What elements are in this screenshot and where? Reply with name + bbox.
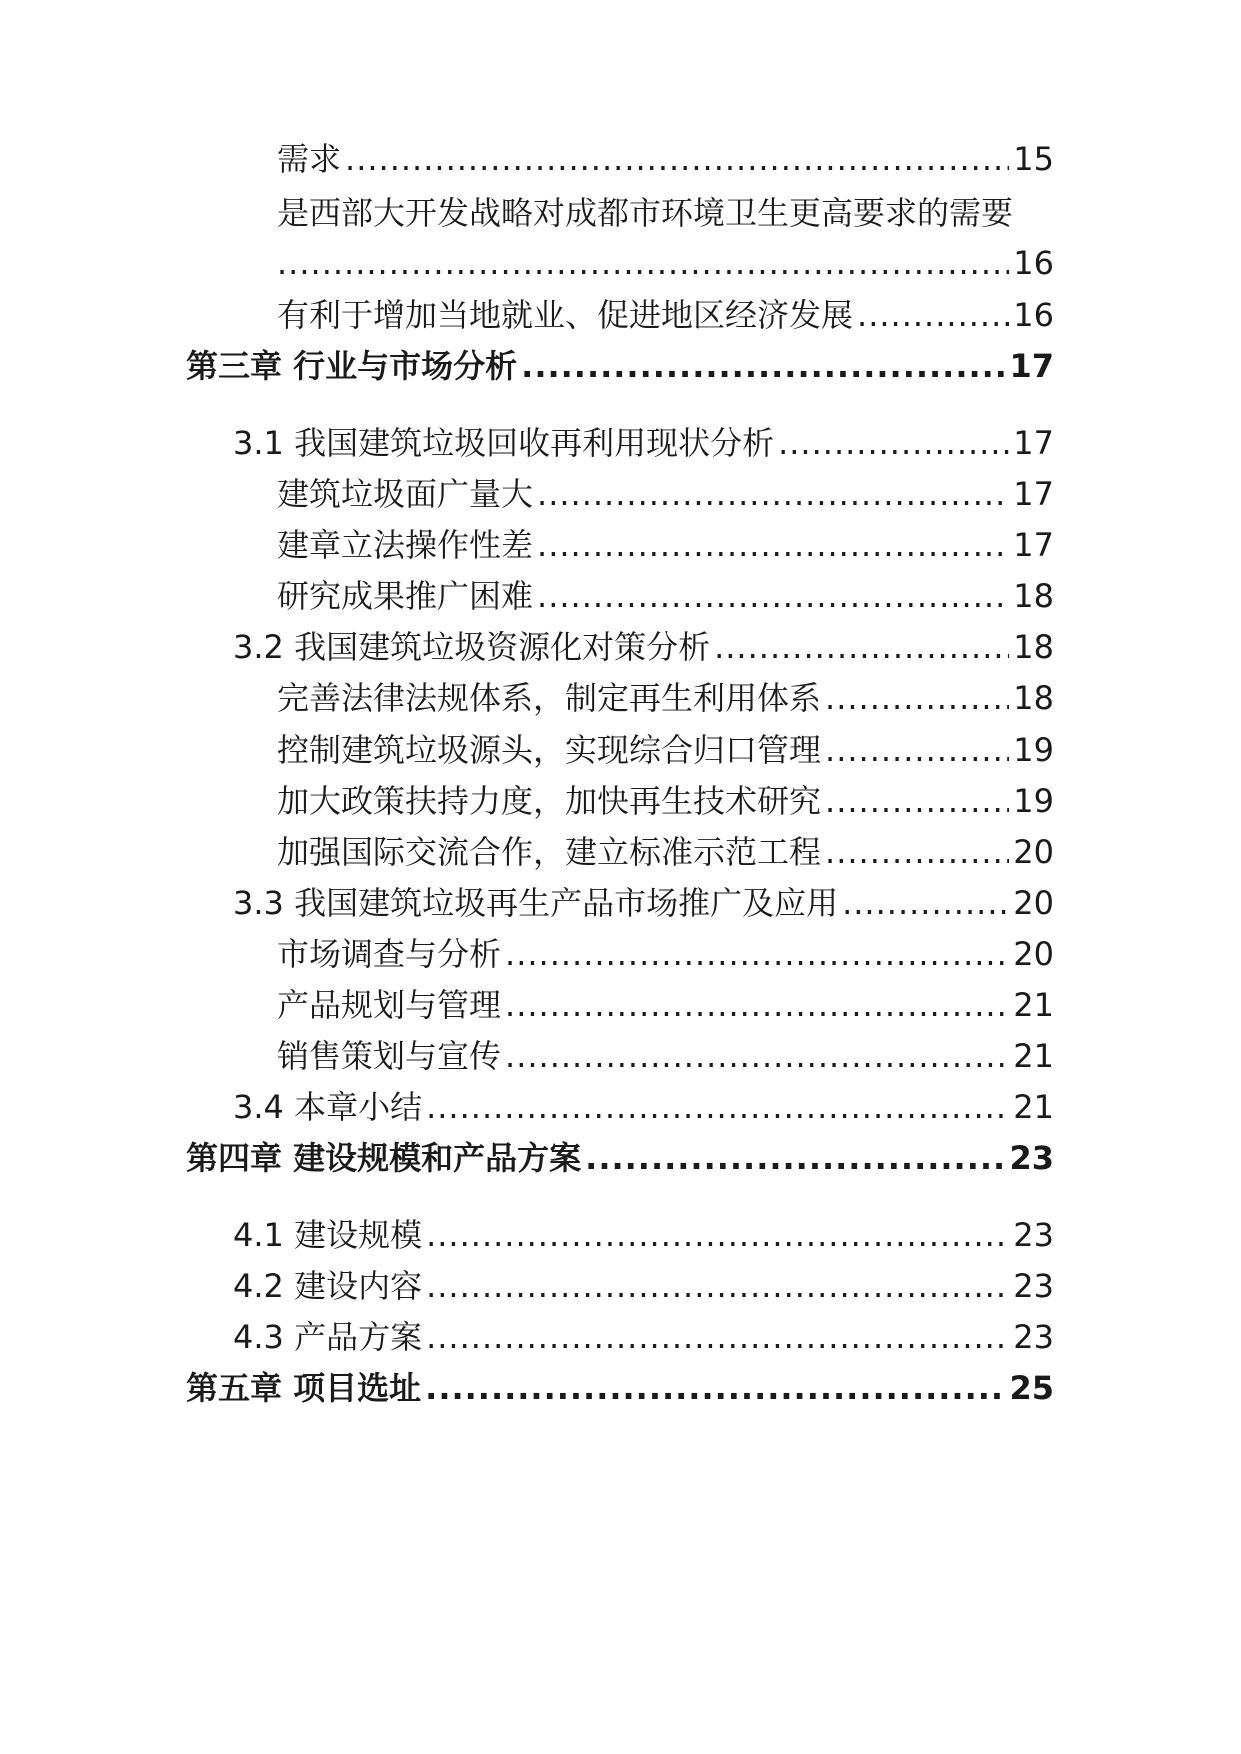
toc-entry-page: 16 bbox=[1013, 244, 1054, 282]
toc-entry-title: 产品规划与管理 bbox=[277, 986, 502, 1024]
toc-entry[interactable] bbox=[277, 290, 1054, 340]
dot-leader bbox=[426, 1082, 1009, 1132]
dot-leader bbox=[505, 929, 1009, 979]
toc-section-page: 17 bbox=[1013, 424, 1054, 462]
toc-section-title: 3.4 本章小结 bbox=[233, 1088, 423, 1126]
toc-section-title: 4.1 建设规模 bbox=[233, 1216, 423, 1254]
toc-section[interactable] bbox=[233, 1082, 1054, 1132]
dot-leader bbox=[825, 776, 1009, 826]
toc-section-page: 23 bbox=[1013, 1318, 1054, 1356]
toc-entry-title: 研究成果推广困难 bbox=[277, 577, 534, 615]
dot-leader bbox=[426, 1261, 1009, 1311]
toc-entry[interactable] bbox=[277, 469, 1054, 519]
toc-entry-page: 16 bbox=[1013, 296, 1054, 334]
toc-entry[interactable] bbox=[277, 1031, 1054, 1081]
toc-chapter-page: 23 bbox=[1009, 1139, 1054, 1177]
dot-leader bbox=[825, 725, 1009, 775]
toc-entry-title: 完善法律法规体系，制定再生利用体系 bbox=[277, 679, 822, 717]
toc-chapter[interactable] bbox=[186, 1133, 1054, 1183]
toc-chapter-title: 第五章 项目选址 bbox=[186, 1369, 422, 1407]
toc-chapter-title: 第三章 行业与市场分析 bbox=[186, 347, 518, 385]
toc-entry-title: 市场调查与分析 bbox=[277, 935, 502, 973]
dot-leader bbox=[778, 418, 1009, 468]
dot-leader bbox=[505, 980, 1009, 1030]
dot-leader bbox=[825, 673, 1009, 723]
dot-leader bbox=[425, 1363, 1005, 1413]
toc-entry-page: 17 bbox=[1013, 526, 1054, 564]
toc-entry-page: 17 bbox=[1013, 475, 1054, 513]
dot-leader bbox=[277, 238, 1009, 288]
toc-entry-page: 19 bbox=[1013, 731, 1054, 769]
toc-section-page: 23 bbox=[1013, 1216, 1054, 1254]
dot-leader bbox=[505, 1031, 1009, 1081]
toc-chapter[interactable] bbox=[186, 341, 1054, 391]
toc-entry[interactable] bbox=[277, 725, 1054, 775]
toc-entry[interactable] bbox=[277, 134, 1054, 184]
toc-entry-page: 15 bbox=[1013, 140, 1054, 178]
toc-section[interactable] bbox=[233, 418, 1054, 468]
toc-chapter-page: 25 bbox=[1009, 1369, 1054, 1407]
toc-entry[interactable] bbox=[277, 929, 1054, 979]
dot-leader bbox=[714, 622, 1009, 672]
dot-leader bbox=[537, 520, 1009, 570]
toc-entry-title: 建章立法操作性差 bbox=[277, 526, 534, 564]
toc-section[interactable] bbox=[233, 1210, 1054, 1260]
toc-entry-page: 20 bbox=[1013, 833, 1054, 871]
toc-entry-page: 18 bbox=[1013, 679, 1054, 717]
toc-chapter[interactable] bbox=[186, 1363, 1054, 1413]
toc-entry-title: 控制建筑垃圾源头，实现综合归口管理 bbox=[277, 731, 822, 769]
toc-chapter-title: 第四章 建设规模和产品方案 bbox=[186, 1139, 582, 1177]
dot-leader bbox=[857, 290, 1009, 340]
dot-leader bbox=[842, 878, 1009, 928]
toc-entry-title-wrapped[interactable]: 是西部大开发战略对成都市环境卫生更高要求的需要 bbox=[277, 194, 1014, 232]
toc-entry[interactable] bbox=[277, 673, 1054, 723]
toc-section-title: 3.3 我国建筑垃圾再生产品市场推广及应用 bbox=[233, 884, 839, 922]
toc-entry-page: 20 bbox=[1013, 935, 1054, 973]
toc-section-page: 20 bbox=[1013, 884, 1054, 922]
dot-leader bbox=[345, 134, 1009, 184]
toc-section-title: 3.1 我国建筑垃圾回收再利用现状分析 bbox=[233, 424, 775, 462]
toc-entry-title: 建筑垃圾面广量大 bbox=[277, 475, 534, 513]
toc-section[interactable] bbox=[233, 1261, 1054, 1311]
dot-leader bbox=[521, 341, 1005, 391]
toc-section[interactable] bbox=[233, 1312, 1054, 1362]
toc-entry-title: 有利于增加当地就业、促进地区经济发展 bbox=[277, 296, 854, 334]
toc-entry-page: 18 bbox=[1013, 577, 1054, 615]
toc-section-title: 4.3 产品方案 bbox=[233, 1318, 423, 1356]
toc-entry-title: 加大政策扶持力度，加快再生技术研究 bbox=[277, 782, 822, 820]
toc-chapter-page: 17 bbox=[1009, 347, 1054, 385]
toc-entry[interactable] bbox=[277, 238, 1054, 288]
toc-entry-title: 需求 bbox=[277, 140, 342, 178]
toc-entry-page: 21 bbox=[1013, 1037, 1054, 1075]
dot-leader bbox=[537, 469, 1009, 519]
toc-section-title: 3.2 我国建筑垃圾资源化对策分析 bbox=[233, 628, 711, 666]
toc-entry-title: 销售策划与宣传 bbox=[277, 1037, 502, 1075]
toc-entry-title: 加强国际交流合作，建立标准示范工程 bbox=[277, 833, 822, 871]
toc-entry[interactable] bbox=[277, 776, 1054, 826]
dot-leader bbox=[426, 1312, 1009, 1362]
toc-section-title: 4.2 建设内容 bbox=[233, 1267, 423, 1305]
toc-entry[interactable] bbox=[277, 571, 1054, 621]
toc-entry-page: 21 bbox=[1013, 986, 1054, 1024]
toc-entry[interactable] bbox=[277, 827, 1054, 877]
toc-section[interactable] bbox=[233, 622, 1054, 672]
toc-section-page: 21 bbox=[1013, 1088, 1054, 1126]
toc-entry[interactable] bbox=[277, 520, 1054, 570]
toc-section-page: 18 bbox=[1013, 628, 1054, 666]
toc-entry-page: 19 bbox=[1013, 782, 1054, 820]
toc-entry[interactable] bbox=[277, 980, 1054, 1030]
toc-section-page: 23 bbox=[1013, 1267, 1054, 1305]
dot-leader bbox=[825, 827, 1009, 877]
dot-leader bbox=[585, 1133, 1005, 1183]
dot-leader bbox=[426, 1210, 1009, 1260]
toc-section[interactable] bbox=[233, 878, 1054, 928]
dot-leader bbox=[537, 571, 1009, 621]
